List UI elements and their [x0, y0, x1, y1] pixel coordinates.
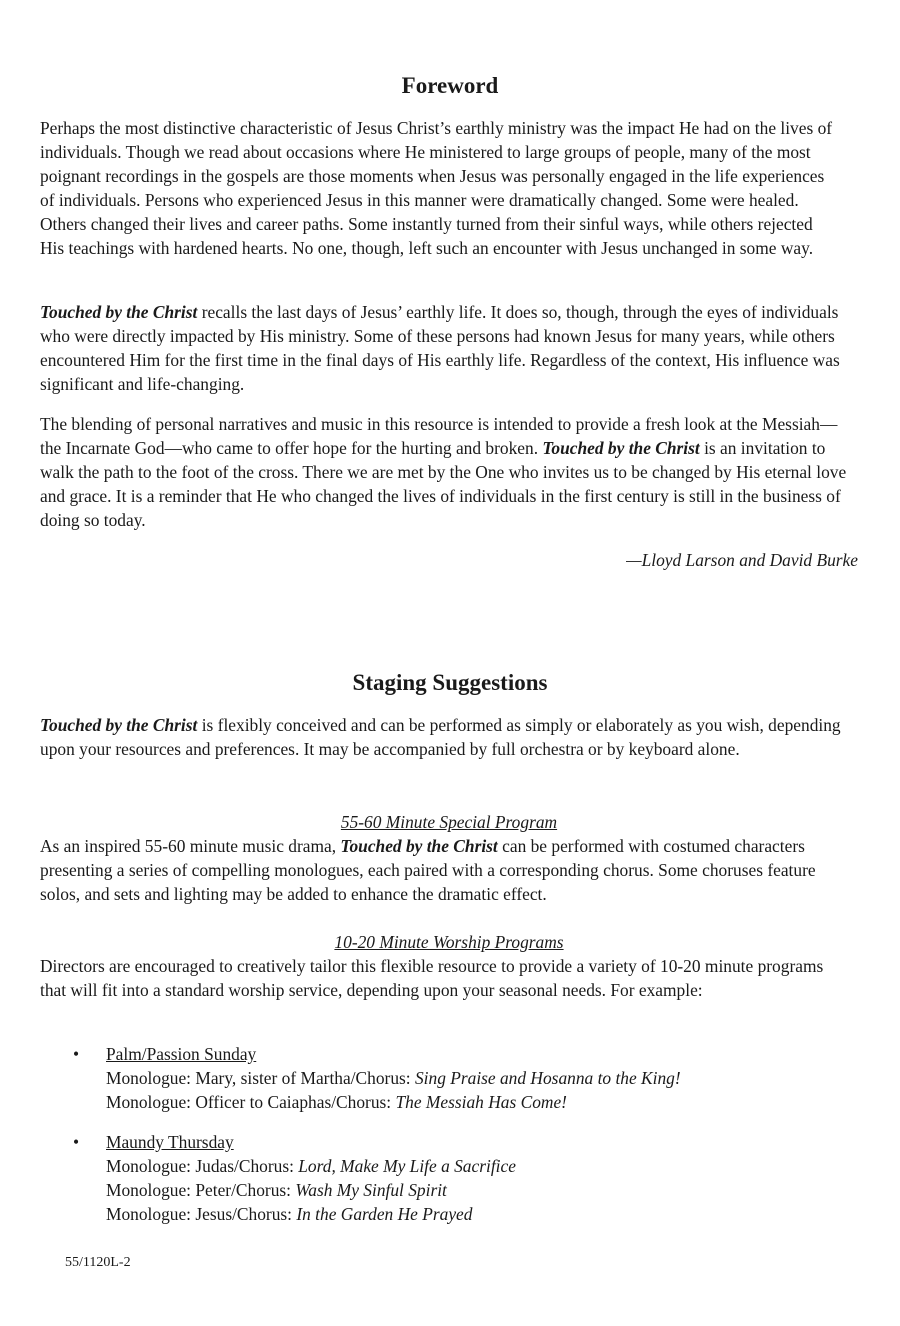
example-name: Maundy Thursday: [106, 1132, 234, 1152]
example-line: [106, 1066, 840, 1090]
examples-list: [40, 1042, 840, 1226]
bullet-icon: •: [73, 1044, 80, 1064]
bullet-icon: •: [73, 1132, 80, 1152]
work-title: Touched by the Christ: [40, 715, 198, 735]
monologue-label: Monologue: Jesus/Chorus:: [106, 1204, 297, 1224]
staging-intro-text: is flexibly conceived and can be performed as simply or elaborately as you wish, depending upon your resources and preferences. It may be accompanied by full orchestra or by keyboard alone.: [40, 715, 841, 759]
monologue-label: Monologue: Judas/Chorus:: [106, 1156, 299, 1176]
chorus-title: Lord, Make My Life a Sacrifice: [298, 1156, 516, 1176]
example-line: [106, 1202, 840, 1226]
example-item-maundy-thursday: [40, 1130, 840, 1226]
foreword-paragraph-2: [40, 300, 845, 396]
foreword-paragraph-2-text: recalls the last days of Jesus’ earthly life. It does so, though, through the eyes of individuals who were directly impacted by His ministry. Some of these persons had known Jesus for many years, while others encountered Him for the first time in the final days of His earthly life. Regardless of the context, His influence was significant and life-changing.: [40, 302, 840, 394]
example-item-palm-sunday: [40, 1042, 840, 1114]
page-footer-code: 55/1120L-2: [65, 1255, 131, 1270]
chorus-title: In the Garden He Prayed: [296, 1204, 473, 1224]
work-title: Touched by the Christ: [40, 302, 198, 322]
foreword-paragraph-3-text-b: is an invitation to walk the path to the foot of the cross. There we are met by the One who invites us to be changed by His eternal love and grace. It is a reminder that He who changed the lives of individuals in the first century is still in the business of doing so today.: [40, 438, 847, 530]
special-program-heading: 55-60 Minute Special Program: [340, 812, 558, 832]
staging-title: Staging Suggestions: [352, 670, 548, 695]
monologue-label: Monologue: Peter/Chorus:: [106, 1180, 296, 1200]
special-program-text-b: can be performed with costumed characters presenting a series of compelling monologues, each paired with a corresponding chorus. Some choruses feature solos, and sets and lighting may be added to enhance the dramatic effect.: [40, 836, 816, 904]
chorus-title: Wash My Sinful Spirit: [295, 1180, 447, 1200]
work-title: Touched by the Christ: [542, 438, 700, 458]
foreword-signature: —Lloyd Larson and David Burke: [626, 550, 858, 570]
chorus-title: Sing Praise and Hosanna to the King!: [414, 1068, 681, 1088]
foreword-paragraph-3: [40, 412, 852, 532]
foreword-paragraph-1: Perhaps the most distinctive characteristic of Jesus Christ’s earthly ministry was the impact He had on the lives of individuals. Though we read about occasions where He ministered to large groups of people, many of the most poignant recordings in the gospels are those moments when Jesus was personally engaged in the life experiences of individuals. Persons who experienced Jesus in this manner were dramatically changed. Some were healed. Others changed their lives and career paths. Some instantly turned from their sinful ways, while others rejected His teachings with hardened hearts. No one, though, left such an encounter with Jesus unchanged in some way.: [40, 118, 833, 258]
monologue-label: Monologue: Officer to Caiaphas/Chorus:: [106, 1092, 396, 1112]
special-program-text-a: As an inspired 55-60 minute music drama,: [40, 836, 341, 856]
staging-intro: [40, 713, 852, 761]
example-line: [106, 1154, 840, 1178]
worship-programs-heading: 10-20 Minute Worship Programs: [334, 932, 564, 952]
chorus-title: The Messiah Has Come!: [395, 1092, 567, 1112]
work-title: Touched by the Christ: [340, 836, 498, 856]
foreword-title: Foreword: [401, 73, 499, 98]
example-line: [106, 1178, 840, 1202]
example-line: [106, 1090, 840, 1114]
foreword-paragraph-3-text-a: The blending of personal narratives and music in this resource is intended to provide a fresh look at the Messiah—the Incarnate God—who came to offer hope for the hurting and broken.: [40, 414, 838, 458]
special-program-text: [40, 834, 840, 906]
monologue-label: Monologue: Mary, sister of Martha/Chorus:: [106, 1068, 415, 1088]
example-name: Palm/Passion Sunday: [106, 1044, 257, 1064]
worship-programs-text: Directors are encouraged to creatively tailor this flexible resource to provide a variety of 10-20 minute programs that will fit into a standard worship service, depending upon your seasonal needs. For example:: [40, 956, 824, 1000]
